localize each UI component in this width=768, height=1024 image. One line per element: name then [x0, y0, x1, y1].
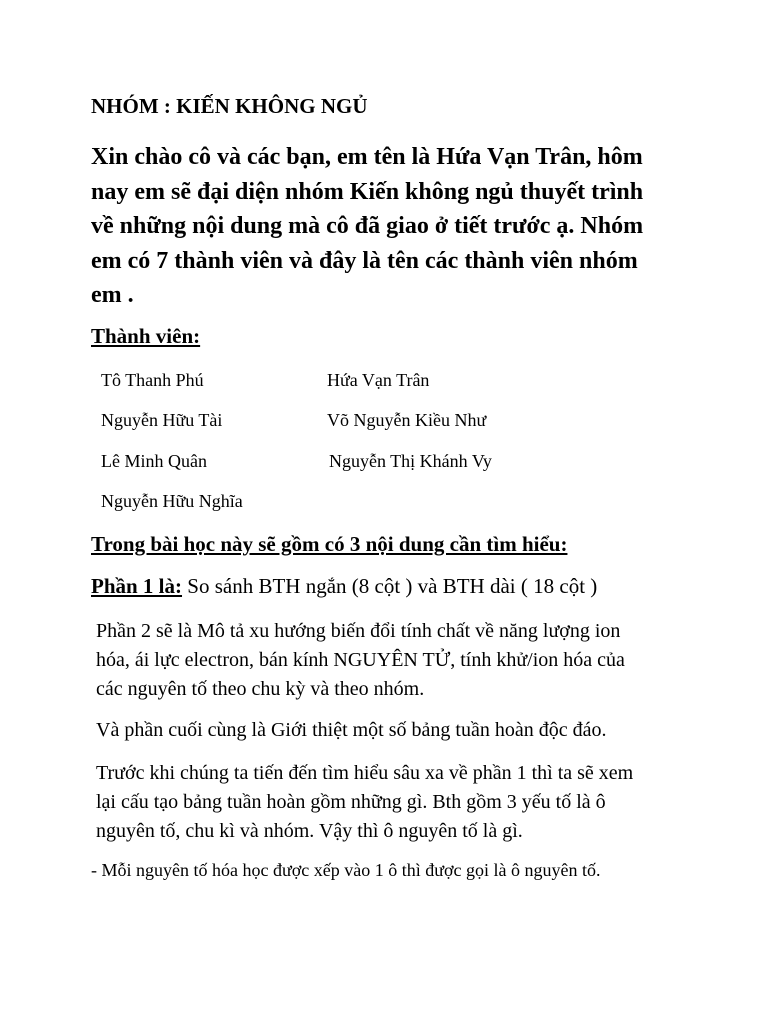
member-name: Nguyễn Thị Khánh Vy: [329, 451, 492, 471]
member-name: Nguyễn Hữu Tài: [101, 410, 223, 430]
part1-line: [91, 574, 597, 599]
part2-paragraph: [96, 617, 625, 704]
part3-line: Và phần cuối cùng là Giới thiệt một số bảng tuần hoàn độc đáo.: [96, 719, 607, 741]
intro-line: nay em sẽ đại diện nhóm Kiến không ngủ thuyết trình: [91, 178, 644, 205]
explain-line: lại cấu tạo bảng tuần hoàn gồm những gì. Bth gồm 3 yếu tố là ô: [96, 791, 606, 813]
part1-text: So sánh BTH ngắn (8 cột ) và BTH dài ( 18 cột ): [182, 574, 598, 598]
member-name: Võ Nguyễn Kiều Như: [327, 410, 487, 430]
member-name: Hứa Vạn Trân: [327, 370, 430, 390]
members-heading: Thành viên:: [91, 324, 201, 348]
part2-line: hóa, ái lực electron, bán kính NGUYÊN TỬ, tính khử/ion hóa của: [96, 649, 625, 671]
part1-label: Phần 1 là:: [91, 574, 183, 598]
definition-note: - Mỗi nguyên tố hóa học được xếp vào 1 ô thì được gọi là ô nguyên tố.: [91, 860, 601, 880]
explain-line: Trước khi chúng ta tiến đến tìm hiểu sâu xa về phần 1 thì ta sẽ xem: [96, 762, 634, 784]
explain-line: nguyên tố, chu kì và nhóm. Vậy thì ô nguyên tố là gì.: [96, 820, 523, 842]
content-heading: Trong bài học này sẽ gồm có 3 nội dung cần tìm hiểu:: [91, 532, 568, 556]
intro-line: em .: [91, 282, 134, 308]
intro-line: về những nội dung mà cô đã giao ở tiết trước ạ. Nhóm: [91, 213, 644, 239]
part2-line: Phần 2 sẽ là Mô tả xu hướng biến đổi tính chất về năng lượng ion: [96, 620, 621, 642]
member-name: Nguyễn Hữu Nghĩa: [101, 491, 243, 511]
group-title: NHÓM : KIẾN KHÔNG NGỦ: [91, 94, 368, 118]
member-name: Tô Thanh Phú: [101, 370, 204, 390]
intro-line: em có 7 thành viên và đây là tên các thành viên nhóm: [91, 247, 638, 274]
intro-line: Xin chào cô và các bạn, em tên là Hứa Vạn Trân, hôm: [91, 144, 643, 170]
part2-line: các nguyên tố theo chu kỳ và theo nhóm.: [96, 678, 425, 700]
explain-paragraph: [96, 759, 633, 846]
member-name: Lê Minh Quân: [101, 451, 207, 471]
part3-paragraph: [96, 716, 606, 745]
intro-paragraph: [91, 140, 691, 313]
